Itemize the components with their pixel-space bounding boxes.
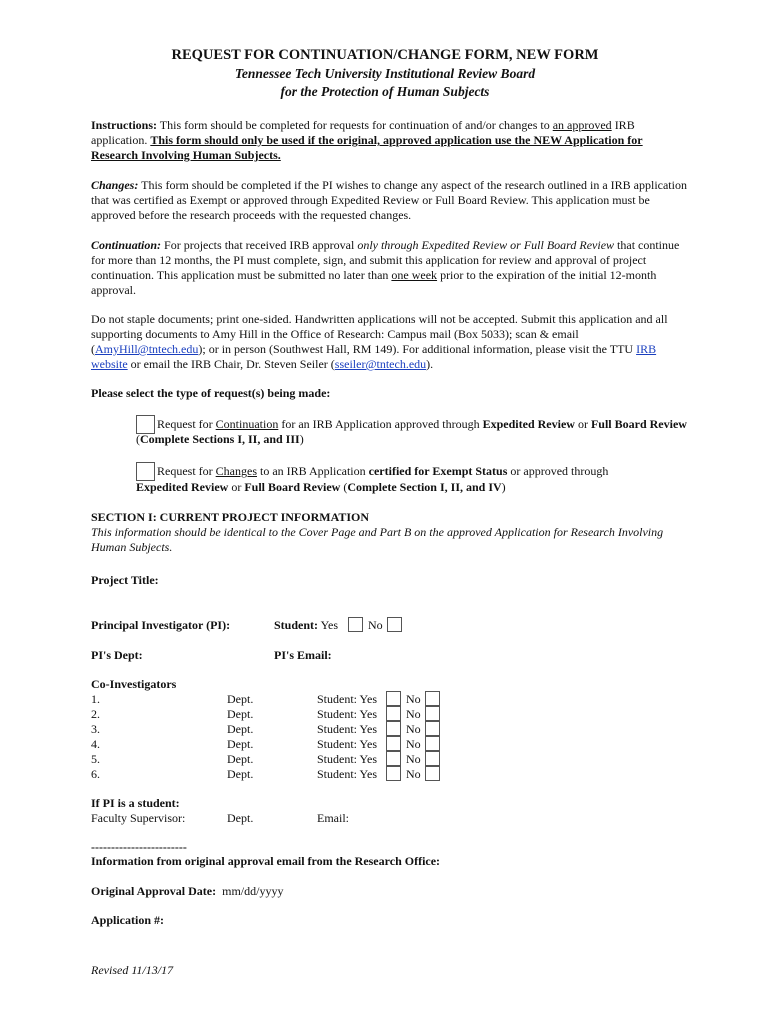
pi-student-yes-checkbox[interactable] (348, 617, 363, 632)
pi-email-label: PI's Email: (274, 648, 332, 662)
pi-label: Principal Investigator (PI): (91, 618, 231, 632)
option1-or: or (574, 417, 591, 431)
application-number-label: Application #: (91, 913, 165, 927)
option2-exempt: certified for Exempt Status (368, 464, 508, 478)
changes-option-line1 (157, 464, 608, 479)
coinvestigator-no-checkbox[interactable] (425, 751, 440, 766)
instructions-label: Instructions: (91, 118, 158, 132)
option1-paren: ( (136, 432, 140, 446)
continuation-text-3: prior to the expiration of the initial 12-month approval. (91, 268, 657, 297)
pi-dept-label: PI's Dept: (91, 648, 143, 662)
amy-email-link[interactable]: AmyHill@tntech.edu (95, 342, 199, 356)
project-title-label: Project Title: (91, 573, 159, 587)
instructions-text: This form should be completed for requests for continuation of and/or changes to (157, 118, 553, 132)
coinvestigator-no-checkbox[interactable] (425, 736, 440, 751)
separator-line: ------------------------ (91, 840, 187, 854)
option2-expedited: Expedited Review (136, 480, 229, 494)
coinvestigator-student-yes: Student: Yes (317, 722, 378, 736)
option1-paren-close: ) (299, 432, 304, 446)
option2-text-2: to an IRB Application (256, 464, 369, 478)
option1-sections: Complete Sections I, II, and III (140, 432, 300, 446)
continuation-paragraph (91, 238, 687, 298)
coinvestigator-student-yes: Student: Yes (317, 752, 378, 766)
option1-expedited: Expedited Review (482, 417, 575, 431)
coinvestigator-yes-checkbox[interactable] (386, 766, 401, 781)
continuation-text-2: that continue for more than 12 months, the PI must complete, sign, and submit this application for review and approval of project continuation. This application must be submitted no later than (91, 238, 680, 282)
changes-option-line2 (136, 480, 506, 495)
submission-text: Do not staple documents; print one-sided. Handwritten applications will not be accepted. Submit this application and all supporting documents to Amy Hill in the Office of Research: Campus mail (Box 5033); scan & email ( (91, 312, 668, 356)
coinvestigator-student-yes: Student: Yes (317, 767, 378, 781)
approval-info-heading: Information from original approval email from the Research Office: (91, 854, 441, 868)
approval-date-label: Original Approval Date: (91, 884, 217, 898)
continuation-option-line1 (157, 417, 687, 432)
coinvestigator-number: 3. (91, 722, 100, 736)
coinvestigator-no-checkbox[interactable] (425, 691, 440, 706)
coinvestigator-no: No (406, 737, 421, 751)
request-type-heading: Please select the type of request(s) being made: (91, 386, 331, 400)
coinvestigator-yes-checkbox[interactable] (386, 736, 401, 751)
coinvestigator-dept: Dept. (227, 722, 254, 736)
coinvestigator-dept: Dept. (227, 737, 254, 751)
coinvestigator-no: No (406, 767, 421, 781)
submission-text-3: or email the IRB Chair, Dr. Steven Seiler ( (127, 357, 335, 371)
coinvestigator-yes-checkbox[interactable] (386, 691, 401, 706)
coinvestigator-dept: Dept. (227, 692, 254, 706)
continuation-label: Continuation: (91, 238, 162, 252)
section1-note: This information should be identical to the Cover Page and Part B on the approved Application for Research Involving Human Subjects. (91, 525, 664, 554)
changes-text: This form should be completed if the PI wishes to change any aspect of the research outlined in a IRB application that was certified as Exempt or approved through Expedited Review or Full Board Review. This application must be approved before the research proceeds with the requested changes. (91, 178, 687, 222)
form-title: REQUEST FOR CONTINUATION/CHANGE FORM, NEW FORM (171, 47, 599, 63)
submission-paragraph (91, 312, 687, 372)
option2-text-3: or approved through (507, 464, 609, 478)
submission-text-2: ); or in person (Southwest Hall, RM 149). For additional information, please visit the TTU (198, 342, 637, 356)
pi-student-label: Student: (274, 618, 319, 632)
coinvestigator-student-yes: Student: Yes (317, 737, 378, 751)
pi-student-yes-label: Yes (320, 618, 339, 632)
irb-website-link[interactable]: IRB website (91, 342, 657, 371)
continuation-text: For projects that received IRB approval (161, 238, 358, 252)
coinvestigator-no-checkbox[interactable] (425, 721, 440, 736)
form-purpose: for the Protection of Human Subjects (280, 84, 490, 99)
instructions-approved: an approved (552, 118, 612, 132)
form-org: Tennessee Tech University Institutional Review Board (234, 66, 536, 81)
coinvestigator-student-yes: Student: Yes (317, 692, 378, 706)
continuation-option-line2 (136, 432, 304, 447)
continuation-one-week: one week (391, 268, 438, 282)
pi-student-no-label: No (368, 618, 383, 632)
coinvestigator-yes-checkbox[interactable] (386, 721, 401, 736)
option2-sections: Complete Section I, II, and IV (347, 480, 502, 494)
coinvestigator-student-yes: Student: Yes (317, 707, 378, 721)
option1-text-2: for an IRB Application approved through (278, 417, 483, 431)
option1-text: Request for (157, 417, 216, 431)
changes-paragraph (91, 178, 687, 223)
coinvestigator-no: No (406, 707, 421, 721)
coinvestigator-no-checkbox[interactable] (425, 766, 440, 781)
instructions-paragraph (91, 118, 687, 163)
coinvestigator-no: No (406, 692, 421, 706)
coinvestigator-number: 4. (91, 737, 100, 751)
submission-text-4: ). (426, 357, 434, 371)
option2-paren: ( (340, 480, 348, 494)
supervisor-email-label: Email: (317, 811, 349, 825)
coinvestigators-heading: Co-Investigators (91, 677, 177, 691)
option2-full-board: Full Board Review (244, 480, 341, 494)
section1-heading: SECTION I: CURRENT PROJECT INFORMATION (91, 510, 370, 524)
coinvestigator-yes-checkbox[interactable] (386, 706, 401, 721)
option2-text: Request for (157, 464, 216, 478)
coinvestigator-no: No (406, 752, 421, 766)
faculty-supervisor-label: Faculty Supervisor: (91, 811, 186, 825)
option1-continuation: Continuation (215, 417, 279, 431)
coinvestigator-yes-checkbox[interactable] (386, 751, 401, 766)
approval-date-row (91, 884, 283, 899)
revised-date: Revised 11/13/17 (91, 963, 174, 977)
pi-student-heading: If PI is a student: (91, 796, 180, 810)
approval-date-field[interactable]: mm/dd/yyyy (222, 884, 284, 898)
coinvestigator-no-checkbox[interactable] (425, 706, 440, 721)
option2-changes: Changes (215, 464, 257, 478)
coinvestigator-no: No (406, 722, 421, 736)
continuation-italic: only through Expedited Review or Full Board Review (357, 238, 615, 252)
supervisor-dept-label: Dept. (227, 811, 254, 825)
option2-paren-close: ) (501, 480, 506, 494)
seiler-email-link[interactable]: sseiler@tntech.edu (334, 357, 427, 371)
changes-request-checkbox[interactable] (136, 462, 155, 481)
pi-student-no-checkbox[interactable] (387, 617, 402, 632)
option1-full-board: Full Board Review (590, 417, 687, 431)
coinvestigator-dept: Dept. (227, 752, 254, 766)
coinvestigator-number: 5. (91, 752, 100, 766)
coinvestigator-number: 2. (91, 707, 100, 721)
changes-label: Changes: (91, 178, 139, 192)
option2-or: or (228, 480, 245, 494)
instructions-text-2: IRB application. (91, 118, 635, 147)
coinvestigator-number: 1. (91, 692, 100, 706)
coinvestigator-dept: Dept. (227, 767, 254, 781)
coinvestigator-dept: Dept. (227, 707, 254, 721)
instructions-notice: This form should only be used if the original, approved application use the NEW Application for Research Involving Human Subjects. (91, 133, 643, 162)
pi-student-row (274, 618, 338, 633)
coinvestigator-number: 6. (91, 767, 100, 781)
